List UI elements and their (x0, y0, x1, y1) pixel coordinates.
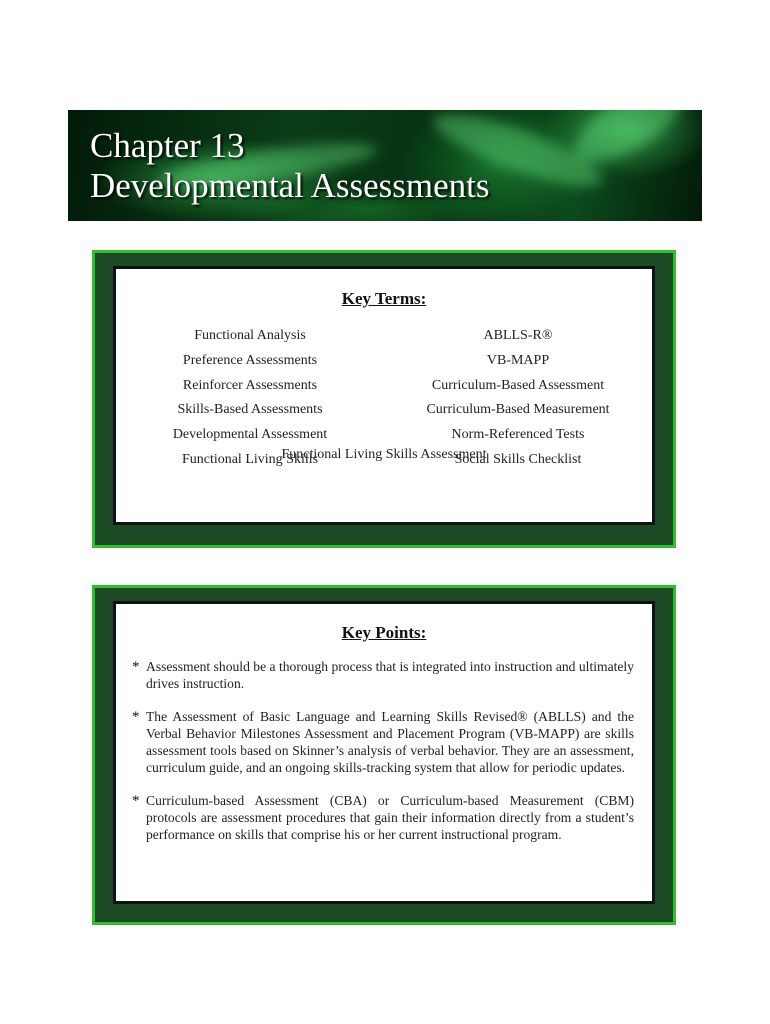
key-point-item (132, 793, 634, 843)
key-points-panel (92, 585, 676, 925)
asterisk-bullet-icon: * (132, 659, 140, 675)
key-point-text: The Assessment of Basic Language and Learning Skills Revised® (ABLLS) and the Verbal Behavior Milestones Assessment and Placement Program (VB-MAPP) are skills assessment tools based on Skinner’s analysis of verbal behavior. They are an assessment, curriculum guide, and an ongoing skills-tracking system that allow for periodic updates. (146, 709, 634, 775)
term: Social Skills Checklist (454, 451, 582, 467)
chapter-number: Chapter 13 (90, 126, 245, 165)
term: Curriculum-Based Measurement (426, 402, 610, 418)
term-row (136, 373, 632, 398)
term-final: Functional Living Skills Assessment (281, 447, 487, 462)
term: Norm-Referenced Tests (451, 427, 585, 443)
term: Functional Living Skills (181, 451, 319, 467)
term-row (136, 398, 632, 423)
key-points-box (113, 601, 655, 904)
term: Reinforcer Assessments (182, 377, 318, 393)
key-points-list (132, 659, 634, 860)
key-point-text: Curriculum-based Assessment (CBA) or Curriculum-based Measurement (CBM) protocols are assessment procedures that gain their information directly from a student’s performance on skills that comprise his or her current instructional program. (146, 793, 634, 842)
term: Developmental Assessment (172, 427, 328, 443)
term: Skills-Based Assessments (177, 402, 323, 418)
chapter-banner (68, 110, 702, 221)
term: VB-MAPP (486, 353, 550, 369)
key-terms-heading: Key Terms: (341, 289, 427, 308)
key-point-text: Assessment should be a thorough process that is integrated into instruction and ultimately drives instruction. (146, 659, 634, 691)
term: Curriculum-Based Assessment (431, 377, 605, 393)
term-row (136, 423, 632, 448)
key-point-item (132, 659, 634, 692)
term: ABLLS-R® (483, 328, 553, 344)
asterisk-bullet-icon: * (132, 793, 140, 810)
key-terms-box (113, 266, 655, 525)
term: Preference Assessments (182, 353, 318, 369)
key-terms-panel (92, 250, 676, 548)
key-point-item (132, 709, 634, 776)
chapter-title (90, 126, 490, 206)
term-row (136, 349, 632, 374)
key-points-heading: Key Points: (341, 623, 427, 642)
chapter-name: Developmental Assessments (90, 166, 490, 205)
term-row (136, 324, 632, 349)
asterisk-bullet-icon: * (132, 709, 140, 726)
term: Functional Analysis (194, 328, 306, 344)
